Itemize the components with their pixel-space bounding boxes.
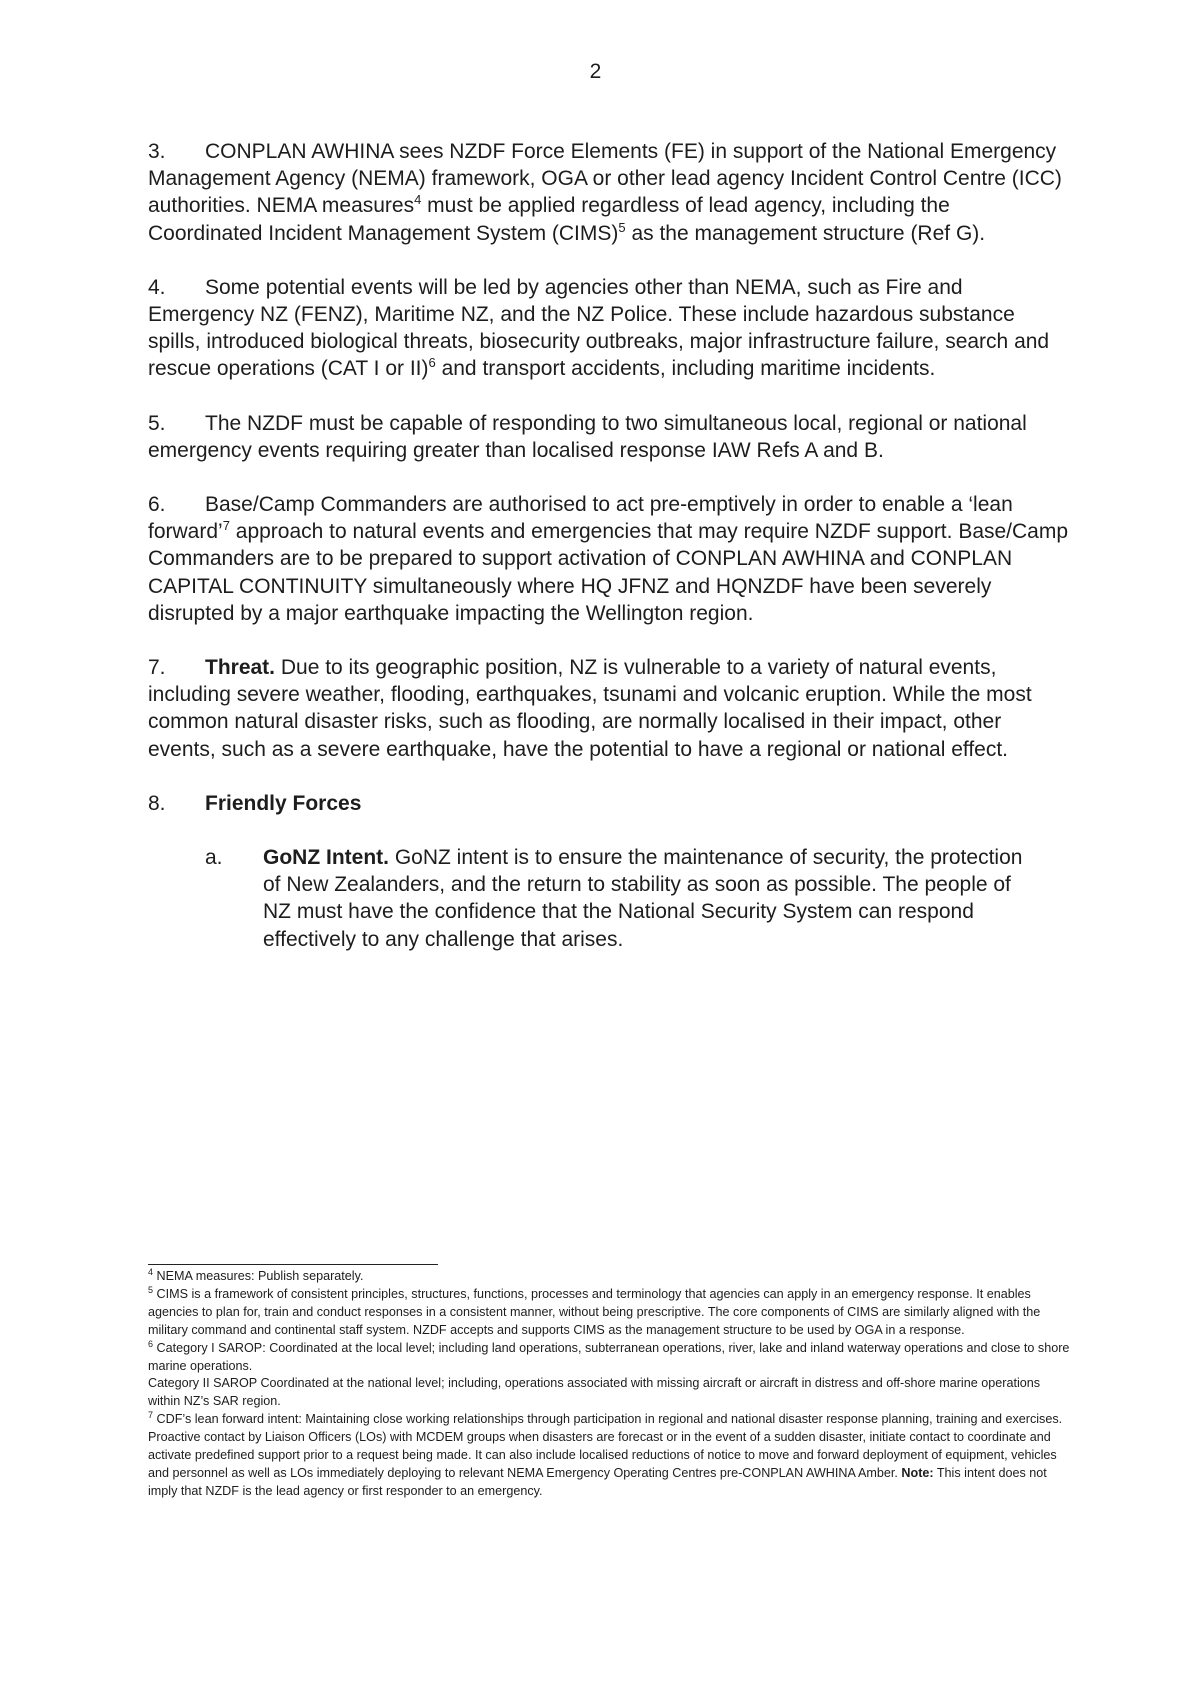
paragraph-text: Due to its geographic position, NZ is vulnerable to a variety of natural events, including severe weather, flooding, earthquakes, tsunami and volcanic eruption. While the most common natural disaster risks, such as flooding, are normally localised in their impact, other events, such as a severe earthquake, have the potential to have a regional or national effect. <box>148 656 1032 761</box>
paragraph-text: must be applied regardless of lead agency, including the Coordinated Incident Management System (CIMS) <box>148 194 950 245</box>
paragraph-text: and transport accidents, including maritime incidents. <box>435 357 936 381</box>
paragraph-number: 3. <box>148 140 166 163</box>
footnote-text: Category II SAROP Coordinated at the national level; including, operations associated with missing aircraft or aircraft in distress and off-shore marine operations within NZ’s SAR region. <box>148 1376 1041 1409</box>
footnote-6 <box>148 1340 1073 1376</box>
paragraph-6 <box>148 491 1070 627</box>
footnote-ref-6[interactable]: 6 <box>428 355 436 371</box>
paragraph-7 <box>148 654 1070 763</box>
footnote-number: 6 <box>148 1338 154 1349</box>
paragraph-8 <box>148 790 1070 817</box>
footnote-ref-5[interactable]: 5 <box>618 219 626 235</box>
sub-paragraph-heading: GoNZ Intent. <box>263 846 389 870</box>
paragraph-number: 7. <box>148 656 166 680</box>
paragraph-text: as the management structure (Ref G). <box>625 221 986 245</box>
paragraph-text: CONPLAN AWHINA sees NZDF Force Elements (FE) in support of the National Emergency Management Agency (NEMA) framework, OGA or other lead agency Incident Control Centre (ICC) authorities. NEMA measures <box>148 140 1062 218</box>
sub-paragraph-a <box>148 844 1033 953</box>
paragraph-number: 5. <box>148 411 166 435</box>
footnote-text: CDF’s lean forward intent: Maintaining close working relationships through participation in regional and national disaster response planning, training and exercises. Proactive contact by Liaison Officers (LOs) with MCDEM groups when disasters are forecast or in the event of a sudden disaster, initiate contact to coordinate and activate predefined support prior to a request being made. It can also include localised reductions of notice to move and forward deployment of equipment, vehicles and personnel as well as LOs immediately deploying to relevant NEMA Emergency Operating Centres pre-CONPLAN AWHINA Amber. <box>148 1412 1063 1480</box>
footnote-7 <box>148 1411 1073 1501</box>
paragraph-number: 6. <box>148 493 166 517</box>
sub-paragraph-text: GoNZ intent is to ensure the maintenance of security, the protection of New Zealanders, and the return to stability as soon as possible. The people of NZ must have the confidence that the National Security System can respond effectively to any challenge that arises. <box>263 846 1023 951</box>
paragraph-text: Some potential events will be led by agencies other than NEMA, such as Fire and Emergency NZ (FENZ), Maritime NZ, and the NZ Police. These include hazardous substance spills, introduced biological threats, biosecurity outbreaks, major infrastructure failure, search and rescue operations (CAT I or II) <box>148 275 1050 381</box>
footnote-5 <box>148 1286 1073 1340</box>
paragraph-text: Base/Camp Commanders are authorised to act pre-emptively in order to enable a ‘lean forward’ <box>148 493 1013 544</box>
footnote-divider <box>148 1264 438 1265</box>
footnote-number: 5 <box>148 1284 154 1295</box>
footnote-4 <box>148 1268 1073 1286</box>
paragraph-heading: Threat. <box>205 656 276 680</box>
footnote-number: 7 <box>148 1410 154 1421</box>
page-number: 2 <box>589 60 602 83</box>
sub-paragraph-label: a. <box>205 846 223 870</box>
footnote-ref-7[interactable]: 7 <box>222 518 230 534</box>
footnote-note-label: Note: <box>901 1465 934 1480</box>
paragraph-number: 4. <box>148 275 166 299</box>
paragraph-4 <box>148 274 1070 383</box>
footnotes <box>148 1268 1073 1501</box>
paragraph-heading: Friendly Forces <box>205 791 362 815</box>
paragraph-number: 8. <box>148 791 166 815</box>
paragraph-text: approach to natural events and emergencies that may require NZDF support. Base/Camp Commanders are to be prepared to support activation of CONPLAN AWHINA and CONPLAN CAPITAL CONTINUITY simultaneously where HQ JFNZ and HQNZDF have been severely disrupted by a major earthquake impacting the Wellington region. <box>148 520 1069 625</box>
footnote-text: Category I SAROP: Coordinated at the local level; including land operations, subterranean operations, river, lake and inland waterway operations and close to shore marine operations. <box>148 1340 1070 1373</box>
footnote-6-continued <box>148 1375 1073 1411</box>
paragraph-3 <box>148 138 1070 247</box>
footnote-text: CIMS is a framework of consistent principles, structures, functions, processes and terminology that agencies can apply in an emergency response. It enables agencies to plan for, train and conduct responses in a consistent manner, without being prescriptive. The core components of CIMS are similarly aligned with the military command and continental staff system. NZDF accepts and supports CIMS as the management structure to be used by OGA in a response. <box>148 1286 1041 1337</box>
footnote-text: NEMA measures: Publish separately. <box>153 1269 364 1283</box>
footnote-number: 4 <box>148 1266 154 1277</box>
footnote-ref-4[interactable]: 4 <box>414 192 422 208</box>
paragraph-text: The NZDF must be capable of responding to two simultaneous local, regional or national emergency events requiring greater than localised response IAW Refs A and B. <box>148 411 1027 462</box>
paragraph-5 <box>148 410 1070 464</box>
footnote-note-text: This intent does not imply that NZDF is the lead agency or first responder to an emergency. <box>148 1465 1047 1498</box>
document-body <box>148 138 1070 953</box>
